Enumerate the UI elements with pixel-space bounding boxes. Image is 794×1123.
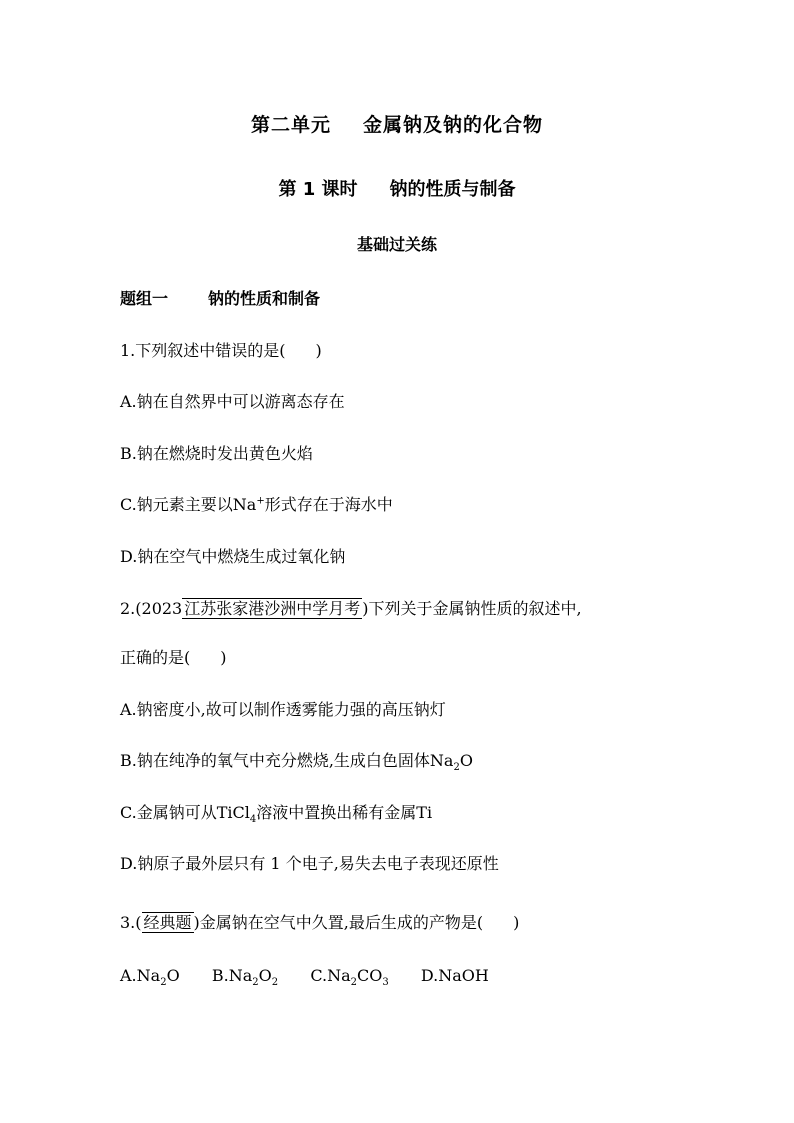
lesson-number: 第 1 课时 — [278, 179, 358, 200]
lesson-title — [0, 175, 794, 201]
q3-option-c: $C.Na_2CO_3$ — [310, 966, 389, 989]
q2-source: 江苏张家港沙洲中学月考 — [184, 599, 361, 618]
q2-stem-line2: 正确的是( ) — [120, 648, 227, 667]
q3-option-d: D.NaOH — [420, 966, 489, 985]
q3-options — [120, 966, 489, 988]
q2-option-c: C.金属钠可从TiCl$_4$溶液中置换出稀有金属Ti — [120, 803, 433, 826]
q3-stem: 3.( 经典题 )金属钠在空气中久置,最后生成的产物是( ) — [120, 913, 520, 932]
q1-option-d: D.钠在空气中燃烧生成过氧化钠 — [120, 547, 346, 566]
group-name: 钠的性质和制备 — [208, 289, 321, 308]
q2-option-b: B.钠在纯净的氧气中充分燃烧,生成白色固体$Na_2O$ — [120, 751, 473, 774]
q1-option-c: C.钠元素主要以Na+形式存在于海水中 — [120, 495, 393, 514]
unit-name: 金属钠及钠的化合物 — [363, 114, 544, 136]
lesson-name: 钠的性质与制备 — [389, 179, 516, 200]
q2-option-d: D.钠原子最外层只有 1 个电子,易失去电子表现还原性 — [120, 854, 499, 873]
q1-stem: 1.下列叙述中错误的是( ) — [120, 341, 322, 360]
group-label: 题组一 — [120, 289, 169, 308]
q3-tag: 经典题 — [143, 913, 192, 932]
q1-option-a: A.钠在自然界中可以游离态存在 — [120, 392, 345, 411]
q1-option-b: B.钠在燃烧时发出黄色火焰 — [120, 444, 313, 463]
q3-option-b: $B.Na_2O_2$ — [211, 966, 279, 989]
q2-stem: 2.(2023 江苏张家港沙洲中学月考 )下列关于金属钠性质的叙述中, — [120, 599, 582, 618]
unit-number: 第二单元 — [250, 114, 331, 136]
q2-option-a: A.钠密度小,故可以制作透雾能力强的高压钠灯 — [120, 700, 446, 719]
unit-title — [0, 110, 794, 137]
group-heading — [120, 286, 320, 309]
practice-heading: 基础过关练 — [356, 235, 437, 254]
q3-option-a: $A.Na_2O$ — [120, 966, 180, 989]
